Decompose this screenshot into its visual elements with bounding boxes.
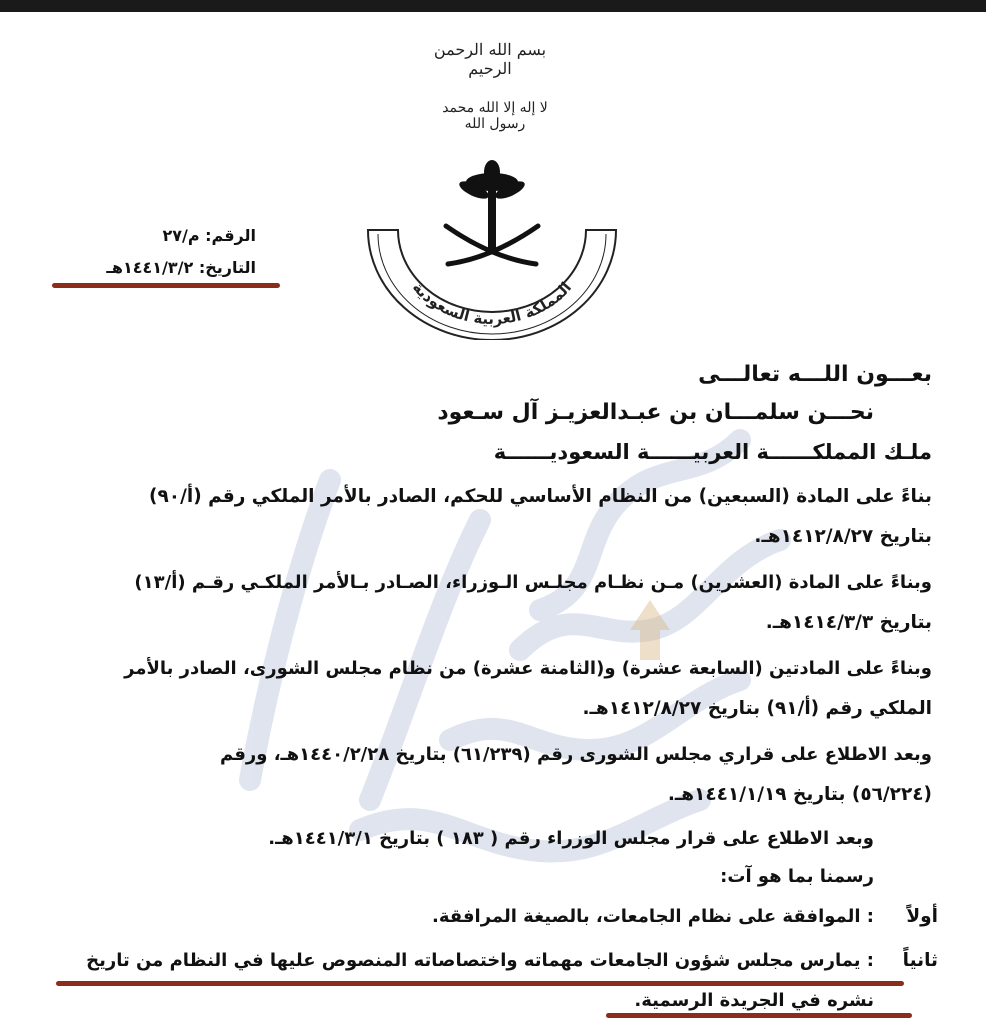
item-2-label: ثانياً (902, 950, 938, 971)
paragraph-1-line-1: بناءً على المادة (السبعين) من النظام الأساسي للحكم، الصادر بالأمر الملكي رقم (أ/٩٠) (149, 486, 932, 507)
paragraph-2-line-2: بتاريخ ١٤١٤/٣/٣هـ. (765, 612, 932, 633)
svg-text:المملكة العربية السعودية (409, 278, 575, 328)
document-date: التاريخ: ١٤٤١/٣/٢هـ (106, 258, 256, 277)
basmala: بسم الله الرحمن الرحيم (433, 40, 547, 78)
paragraph-2-line-1: وبناءً على المادة (العشرين) مـن نظـام مجلـس الـوزراء، الصـادر بـالأمر الملكـي رقـم (أ/١٣) (134, 572, 932, 593)
paragraph-1-line-2: بتاريخ ١٤١٢/٨/٢٧هـ. (754, 526, 932, 547)
seal-text: المملكة العربية السعودية (408, 278, 576, 329)
highlight-underline-item-2 (56, 981, 904, 986)
shahada: لا إله إلا الله محمد رسول الله (442, 100, 548, 132)
top-border (0, 0, 986, 12)
intro-king-name: نحـــن سلمـــان بن عبـدالعزيـز آل سـعود (437, 400, 874, 425)
item-2-continuation: نشره في الجريدة الرسمية. (634, 990, 874, 1011)
item-2-text: : يمارس مجلس شؤون الجامعات مهماته واختصاصاته المنصوص عليها في النظام من تاريخ (86, 950, 874, 971)
highlight-underline-item-2-cont (606, 1013, 912, 1018)
intro-invocation: بعـــون اللـــه تعالـــى (698, 362, 932, 387)
saudi-emblem-seal (364, 160, 620, 340)
paragraph-3-line-1: وبناءً على المادتين (السابعة عشرة) و(الثامنة عشرة) من نظام مجلس الشورى، الصادر بالأمر (124, 658, 932, 679)
document-number: الرقم: م/٢٧ (162, 226, 256, 245)
paragraph-4-line-2: (٥٦/٢٢٤) بتاريخ ١٤٤١/١/١٩هـ. (667, 784, 932, 805)
item-1-label: أولاً (906, 906, 938, 927)
paragraph-4-line-1: وبعد الاطلاع على قراري مجلس الشورى رقم (٦١/٢٣٩) بتاريخ ١٤٤٠/٢/٢٨هـ، ورقم (219, 744, 932, 765)
item-1-text: : الموافقة على نظام الجامعات، بالصيغة المرافقة. (432, 906, 874, 927)
paragraph-5: وبعد الاطلاع على قرار مجلس الوزراء رقم ( ١٨٣ ) بتاريخ ١٤٤١/٣/١هـ. (268, 828, 874, 849)
paragraph-6: رسمنا بما هو آت: (720, 866, 874, 887)
paragraph-3-line-2: الملكي رقم (أ/٩١) بتاريخ ١٤١٢/٨/٢٧هـ. (582, 698, 932, 719)
intro-king-title: ملـك المملكــــــة العربيــــــة السعوديــــــة (493, 440, 932, 464)
highlight-underline-date (52, 283, 280, 288)
